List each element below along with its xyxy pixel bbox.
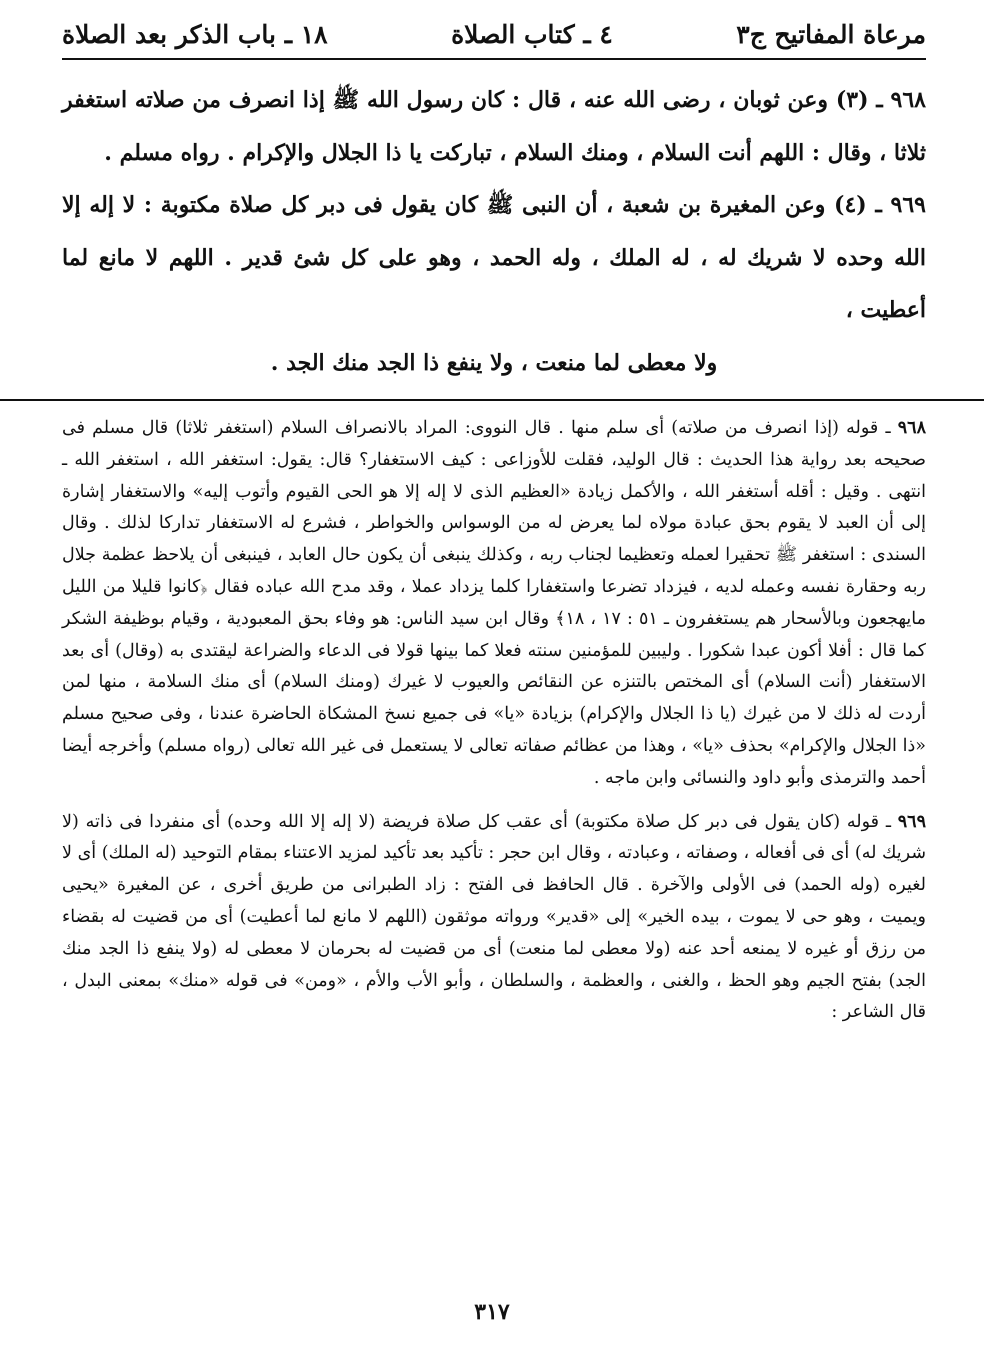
hadith-969-last-line: ولا معطى لما منعت ، ولا ينفع ذا الجد منك الجد . [270, 349, 718, 376]
commentary-number: ٩٦٨ [897, 418, 926, 438]
commentary-block [62, 413, 926, 1029]
hadith-968 [62, 74, 926, 179]
header-book-title: مرعاة المفاتيح ج٣ [736, 19, 926, 49]
hadith-text-block [62, 74, 926, 389]
hadith-body: ـ (٣) وعن ثوبان ، رضى الله عنه ، قال : كان رسول الله ﷺ إذا انصرف من صلاته استغفر ثلاثا ، وقال : اللهم أنت السلام ، ومنك السلام ، تباركت يا ذا الجلال والإكرام . رواه مسلم . [62, 87, 926, 166]
commentary-968 [62, 413, 926, 795]
header-chapter-title: ٤ ـ كتاب الصلاة [451, 19, 613, 49]
page-number: ٣١٧ [474, 1299, 510, 1325]
running-header [62, 12, 926, 56]
hadith-number: ٩٦٩ [890, 192, 926, 218]
commentary-divider [0, 399, 984, 401]
hadith-number: ٩٦٨ [890, 87, 926, 113]
commentary-969 [62, 807, 926, 1030]
hadith-969 [62, 179, 926, 337]
commentary-body: ـ قوله (إذا انصرف من صلاته) أى سلم منها . قال النووى: المراد بالانصراف السلام (استغفر ثلاثا) قال مسلم فى صحيحه بعد رواية هذا الحديث : قال الوليد، فقلت للأوزاعى : كيف الاستغفار؟ قال: يقول: استغفر الله ، استغفر الله ـ انتهى . وقيل : أقله أستغفر الله ، والأكمل زيادة «العظيم الذى لا إله إلا هو الحى القيوم وأتوب إليه» والاستغفار إشارة إلى أن العبد لا يقوم بحق عبادة مولاه لما يعرض له من الوسواس والخواطر ، فشرع له الاستغفار تداركا لذلك . وقال السندى : استغفر ﷺ تحقيرا لعمله وتعظيما لجناب ربه ، وكذلك ينبغى أن يكون حال العابد ، فينبغى أن يلاحظ عظمة جلال ربه وحقارة نفسه وعمله لديه ، فيزداد تضرعا واستغفارا كلما يزداد عملا ، وقد مدح الله عباده فقال ﴿كانوا قليلا من الليل مايهجعون وبالأسحار هم يستغفرون ـ ٥١ : ١٧ ، ١٨﴾ وقال ابن سيد الناس: هو وفاء بحق المعبودية ، وقيام بوظيفة الشكر كما قال : أفلا أكون عبدا شكورا . وليبين للمؤمنين سنته فعلا كما بينها قولا فى الدعاء والضراعة ليقتدى به (وقال) أى بعد الاستغفار (أنت السلام) أى المختص بالتنزه عن النقائص والعيوب لا غيرك (ومنك السلام) أى منك السلامة ، منها لمن أردت له ذلك لا من غيرك (يا ذا الجلال والإكرام) بزيادة «يا» فى جميع نسخ المشكاة الحاضرة عندنا ، وفى صحيح مسلم «ذا الجلال والإكرام» بحذف «يا» ، وهذا من عظائم صفاته تعالى لا يستعمل فى غير الله تعالى (رواه مسلم) وأخرجه أيضا أحمد والترمذى وأبو داود والنسائى وابن ماجه . [62, 418, 926, 788]
header-section-title: ١٨ ـ باب الذكر بعد الصلاة [62, 19, 328, 49]
commentary-body: ـ قوله (كان يقول فى دبر كل صلاة مكتوبة) أى عقب كل صلاة فريضة (لا إله إلا الله وحده) أى منفردا فى ذاته (لا شريك له) أى فى أفعاله ، وصفاته ، وعبادته ، وقال ابن حجر : تأكيد بعد تأكيد لمزيد الاعتناء بمقام التوحيد (له الملك) أى لا لغيره (وله الحمد) فى الأولى والآخرة . قال الحافظ فى الفتح : زاد الطبرانى من طريق أخرى ، عن المغيرة «يحيى ويميت ، وهو حى لا يموت ، بيده الخير» إلى «قدير» ورواته موثقون (اللهم لا مانع لما أعطيت) أى من قضيت له بقضاء من رزق أو غيره لا يمنعه أحد عنه (ولا معطى لما منعت) أى من قضيت له بحرمان لا معطى له (ولا ينفع ذا الجد منك الجد) بفتح الجيم وهو الحظ ، والغنى ، والعظمة ، والسلطان ، وأبو الأب والأم ، «ومن» فى قوله «منك» بمعنى البدل ، قال الشاعر : [62, 811, 926, 1023]
header-divider [62, 58, 926, 60]
commentary-number: ٩٦٩ [897, 811, 926, 832]
hadith-body: ـ (٤) وعن المغيرة بن شعبة ، أن النبى ﷺ كان يقول فى دبر كل صلاة مكتوبة : لا إله إلا الله وحده لا شريك له ، له الملك ، وله الحمد ، وهو على كل شئ قدير . اللهم لا مانع لما أعطيت ، [62, 192, 926, 323]
